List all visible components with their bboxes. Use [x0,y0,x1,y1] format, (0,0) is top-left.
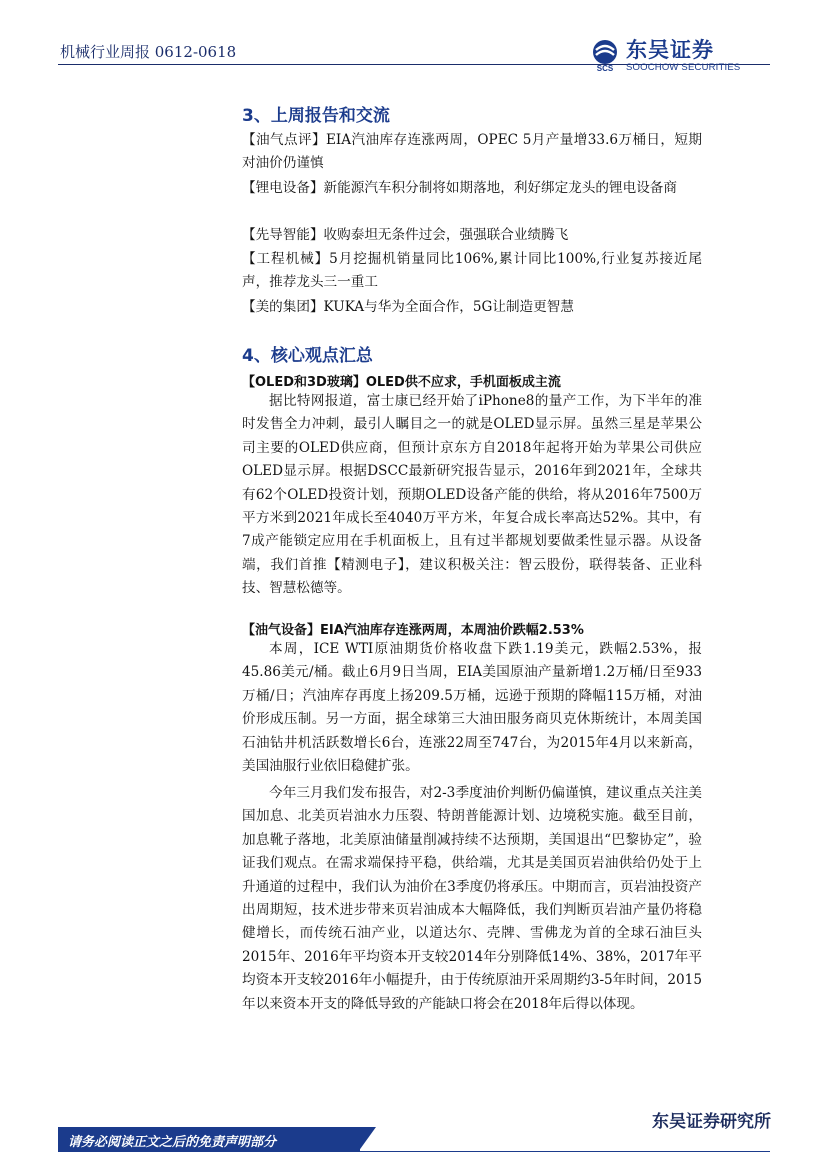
institute-name: 东吴证券研究所 [652,1112,771,1132]
logo-en-text: SOOCHOW SECURITIES [626,62,741,73]
section4-heading: 4、核心观点汇总 [242,346,373,366]
footer-divider [358,1151,770,1152]
report-item-leadintelligent: 【先导智能】收购泰坦无条件过会，强强联合业绩腾飞 [242,227,569,243]
logo-badge-text: SCS [596,64,614,72]
report-item-midea: 【美的集团】KUKA与华为全面合作，5G让制造更智慧 [242,299,574,315]
oled-paragraph: 据比特网报道，富士康已经开始了iPhone8的量产工作，为下半年的准时发售全力冲刺，最引人瞩目之一的就是OLED显示屏。虽然三星是苹果公司主要的OLED供应商，但预计京东方自2018年起将开始为苹果公司供应OLED显示屏。根据DSCC最新研究报告显示，2016年到2021年，全球共有62个OLED投资计划，预期OLED设备产能的供给，将从2016年7500万平方米到2021年成长至4040万平方米，年复合成长率高达52%。其中，有7成产能锁定应用在手机面板上，且有过半都规划要做柔性显示器。从设备端，我们首推【精测电子】，建议积极关注：智云股份，联得装备、正业科技、智慧松德等。 [242,393,702,597]
report-item-lithium: 【锂电设备】新能源汽车积分制将如期落地，利好绑定龙头的锂电设备商 [242,180,677,196]
disclaimer-text: 请务必阅读正文之后的免责声明部分 [68,1135,277,1150]
oled-subheading: 【OLED和3D玻璃】OLED供不应求，手机面板成主流 [242,375,561,390]
scs-logo-icon [588,38,622,72]
footer-slant [358,1127,376,1152]
report-item-construction: 【工程机械】5月挖掘机销量同比106%,累计同比100%,行业复苏接近尾声，推荐龙头三一重工 [242,251,702,291]
report-item-oil: 【油气点评】EIA汽油库存连涨两周，OPEC 5月产量增33.6万桶日，短期对油价仍谨慎 [242,132,702,172]
logo-cn-text: 东吴证券 [626,38,714,62]
oil-paragraph-2: 今年三月我们发布报告，对2-3季度油价判断仍偏谨慎，建议重点关注美国加息、北美页岩油水力压裂、特朗普能源计划、边境税实施。截至目前，加息靴子落地，北美原油储量削减持续不达预期，美国退出“巴黎协定”，验证我们观点。在需求端保持平稳，供给端，尤其是美国页岩油供给仍处于上升通道的过程中，我们认为油价在3季度仍将承压。中期而言，页岩油投资产出周期短，技术进步带来页岩油成本大幅降低，我们判断页岩油产量仍将稳健增长，而传统石油产业，以道达尔、壳牌、雪佛龙为首的全球石油巨头2015年、2016年平均资本开支较2014年分别降低14%、38%，2017年平均资本开支较2016年小幅提升，由于传统原油开采周期约3-5年时间，2015年以来资本开支的降低导致的产能缺口将会在2018年后得以体现。 [242,785,702,1012]
soochow-logo [588,38,768,74]
oil-paragraph-1: 本周，ICE WTI原油期货价格收盘下跌1.19美元，跌幅2.53%，报45.86美元/桶。截止6月9日当周，EIA美国原油产量新增1.2万桶/日至933万桶/日；汽油库存再度上扬209.5万桶，远逊于预期的降幅115万桶，对油价形成压制。另一方面，据全球第三大油田服务商贝克休斯统计，本周美国石油钻井机活跃数增长6台，连涨22周至747台，为2015年4月以来新高，美国油服行业依旧稳健扩张。 [242,641,702,775]
footer-bar [58,1122,770,1152]
oil-subheading: 【油气设备】EIA汽油库存连涨两周，本周油价跌幅2.53% [242,623,584,638]
section3-heading: 3、上周报告和交流 [242,106,390,126]
report-title: 机械行业周报 0612-0618 [60,43,237,61]
